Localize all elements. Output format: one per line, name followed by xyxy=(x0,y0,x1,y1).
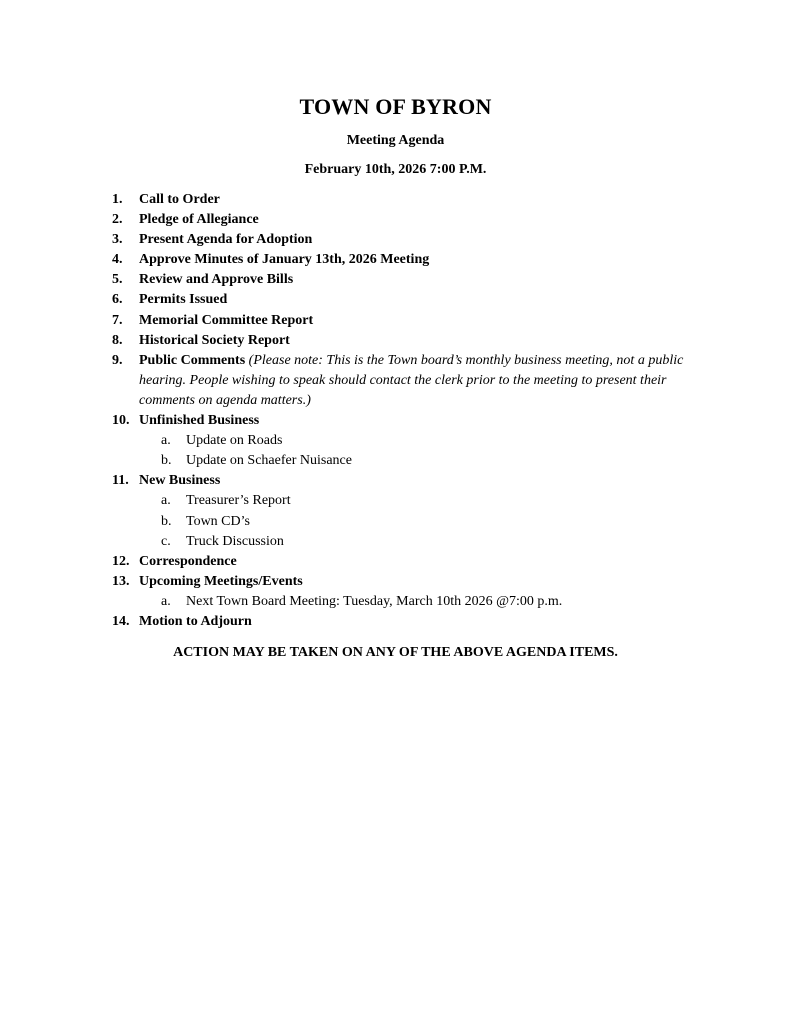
agenda-subitem xyxy=(112,491,702,511)
agenda-item-label: Correspondence xyxy=(139,553,237,569)
agenda-subitem-label: Update on Schaefer Nuisance xyxy=(186,453,352,469)
agenda-subitem xyxy=(112,512,702,532)
agenda-item-number: 13. xyxy=(112,573,130,589)
agenda-item-label: Call to Order xyxy=(139,192,220,207)
agenda-item xyxy=(112,612,702,632)
agenda-item xyxy=(112,552,702,572)
agenda-item-label: Historical Society Report xyxy=(139,332,290,348)
public-comments-note: (Please note: This is the Town board’s monthly business meeting, not a public hearing. People wishing to speak should contact the clerk prior to the meeting to present their comments on agenda matters.) xyxy=(139,352,684,408)
agenda-item-label: Present Agenda for Adoption xyxy=(139,232,313,248)
agenda-item-label: Motion to Adjourn xyxy=(139,613,252,629)
agenda-item-label: Memorial Committee Report xyxy=(139,312,314,328)
agenda-item-label: Approve Minutes of January 13th, 2026 Meeting xyxy=(139,252,430,268)
agenda-item-number: 11. xyxy=(112,473,129,489)
agenda-item-number: 9. xyxy=(112,352,123,368)
agenda-subitem-label: Treasurer’s Report xyxy=(186,493,291,509)
agenda-item-label: New Business xyxy=(139,473,221,489)
agenda-subitem-letter: a. xyxy=(161,593,171,609)
agenda-item xyxy=(112,250,702,270)
agenda-item xyxy=(112,290,702,310)
agenda-item-label: Permits Issued xyxy=(139,292,228,308)
agenda-item-label: Pledge of Allegiance xyxy=(139,212,259,228)
agenda-item xyxy=(112,572,702,592)
agenda-subitem xyxy=(112,451,702,471)
agenda-item-number: 4. xyxy=(112,252,123,268)
agenda-item-label: Unfinished Business xyxy=(139,413,260,429)
agenda-item-number: 6. xyxy=(112,292,123,308)
action-notice: ACTION MAY BE TAKEN ON ANY OF THE ABOVE AGENDA ITEMS. xyxy=(173,645,618,660)
agenda-subitem-letter: a. xyxy=(161,433,171,449)
agenda-item xyxy=(112,311,702,331)
agenda-item xyxy=(112,331,702,351)
agenda-item xyxy=(112,411,702,431)
agenda-item-number: 12. xyxy=(112,553,130,569)
agenda-item-body xyxy=(139,351,702,411)
agenda-subitem-letter: a. xyxy=(161,493,171,509)
agenda-item xyxy=(112,210,702,230)
agenda-item-label: Public Comments xyxy=(139,352,246,368)
agenda-subitem-letter: c. xyxy=(161,533,171,549)
agenda-item-label: Upcoming Meetings/Events xyxy=(139,573,303,589)
agenda-item-number: 8. xyxy=(112,332,123,348)
agenda-item xyxy=(112,230,702,250)
agenda-item-number: 7. xyxy=(112,312,123,328)
agenda-subitem xyxy=(112,532,702,552)
agenda-item-number: 3. xyxy=(112,232,123,248)
agenda-item-number: 1. xyxy=(112,192,123,207)
agenda-item xyxy=(112,190,702,210)
agenda-subitem-label: Truck Discussion xyxy=(186,533,284,549)
agenda-item-label: Review and Approve Bills xyxy=(139,272,294,288)
agenda-list xyxy=(112,190,702,632)
agenda-item xyxy=(112,351,702,411)
meeting-date: February 10th, 2026 7:00 P.M. xyxy=(304,162,487,177)
agenda-subitem-label: Town CD’s xyxy=(186,513,250,529)
agenda-subitem-letter: b. xyxy=(161,513,172,529)
agenda-subitem-label: Update on Roads xyxy=(186,433,283,449)
agenda-subitem-letter: b. xyxy=(161,453,172,469)
agenda-item xyxy=(112,270,702,290)
agenda-subitem xyxy=(112,592,702,612)
agenda-subitem xyxy=(112,431,702,451)
agenda-item-number: 14. xyxy=(112,613,130,629)
agenda-item-number: 10. xyxy=(112,413,130,429)
agenda-subitem-label: Next Town Board Meeting: Tuesday, March 10th 2026 @7:00 p.m. xyxy=(186,593,563,609)
agenda-item-number: 2. xyxy=(112,212,123,228)
agenda-item xyxy=(112,471,702,491)
page-subtitle: Meeting Agenda xyxy=(346,133,445,148)
page-title: TOWN OF BYRON xyxy=(299,94,492,119)
agenda-item-number: 5. xyxy=(112,272,123,288)
